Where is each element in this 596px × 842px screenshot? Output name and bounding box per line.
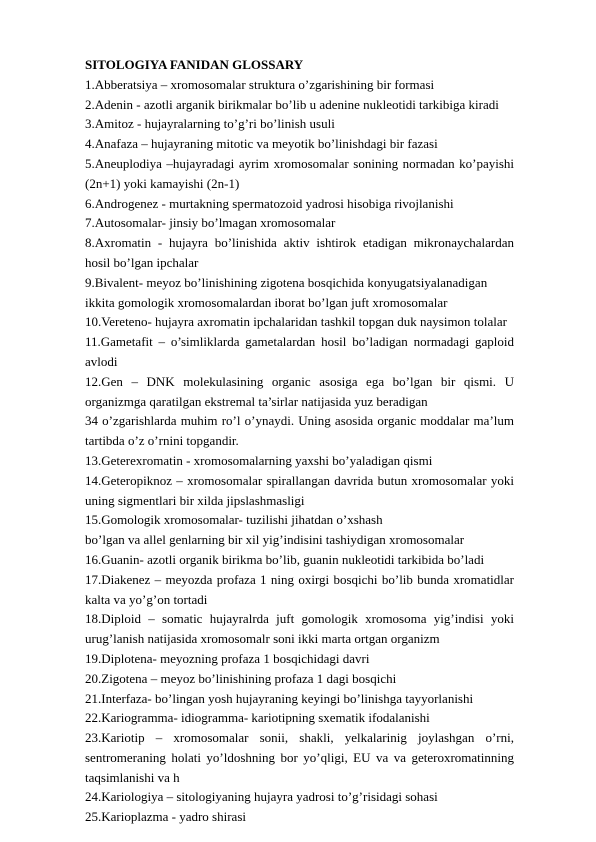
glossary-line: 15.Gomologik xromosomalar- tuzilishi jihatdan o’xshash	[85, 512, 383, 528]
glossary-line: 25.Karioplazma - yadro shirasi	[85, 809, 247, 825]
glossary-line: avlodi	[85, 353, 118, 369]
glossary-line: organizmga qaratilgan ekstremal ta’sirlar natijasida yuz beradigan	[85, 393, 428, 409]
glossary-line: kalta va yo’g’on tortadi	[85, 591, 208, 607]
glossary-content	[85, 55, 514, 827]
glossary-line: 10.Vereteno- hujayra axromatin ipchalaridan tashkil topgan duk naysimon tolalar	[85, 314, 508, 330]
page-title: SITOLOGIYA FANIDAN GLOSSARY	[85, 57, 304, 72]
glossary-line: 16.Guanin- azotli organik birikma bo’lib, guanin nukleotidi tarkibida bo’ladi	[85, 551, 485, 567]
glossary-line: 20.Zigotena – meyoz bo’linishining profaza 1 dagi bosqichi	[85, 670, 397, 686]
glossary-line: urug’lanish natijasida xromosomalr soni ikki marta ortgan organizm	[85, 631, 440, 647]
glossary-line: 5.Aneuplodiya –hujayradagi ayrim xromosomalar sonining normadan ko’payishi	[85, 155, 514, 171]
glossary-line: 34 o’zgarishlarda muhim ro’l o’ynaydi. Uning asosida organic moddalar ma’lum	[85, 413, 514, 429]
glossary-line: 17.Diakenez – meyozda profaza 1 ning oxirgi bosqichi bo’lib bunda xromatidlar	[85, 571, 514, 587]
glossary-line: 1.Abberatsiya – xromosomalar struktura o’zgarishining bir formasi	[85, 76, 435, 92]
glossary-line: 22.Kariogramma- idiogramma- kariotipning sxematik ifodalanishi	[85, 710, 430, 726]
glossary-line: 6.Androgenez - murtakning spermatozoid yadrosi hisobiga rivojlanishi	[85, 195, 454, 211]
glossary-line: 7.Autosomalar- jinsiy bo’lmagan xromosomalar	[85, 215, 336, 231]
glossary-lines	[85, 75, 514, 827]
glossary-line: sentromeraning holati yo’ldoshning bor yo’qligi, EU va va geteroxromatinning	[85, 749, 514, 765]
glossary-line: 11.Gametafit – o’simliklarda gametalardan hosil bo’ladigan normadagi gaploid	[85, 334, 514, 350]
glossary-line: taqsimlanishi va h	[85, 769, 180, 785]
glossary-line: 18.Diploid – somatic hujayralrda juft gomologik xromosoma yig’indisi yoki	[85, 611, 514, 627]
glossary-line: tartibda o’z o’rnini topgandir.	[85, 433, 239, 449]
glossary-line: 21.Interfaza- bo’lingan yosh hujayraning keyingi bo’linishga tayyorlanishi	[85, 690, 474, 706]
glossary-line: 12.Gen – DNK molekulasining organic asosiga ega bo’lgan bir qismi. U	[85, 373, 514, 389]
glossary-line: 8.Axromatin - hujayra bo’linishida aktiv ishtirok etadigan mikronaychalardan	[85, 235, 514, 251]
glossary-line: 9.Bivalent- meyoz bo’linishining zigotena bosqichida konyugatsiyalanadigan	[85, 274, 488, 290]
glossary-line: 24.Kariologiya – sitologiyaning hujayra yadrosi to’g’risidagi sohasi	[85, 789, 438, 805]
glossary-line: bo’lgan va allel genlarning bir xil yig’indisini tashiydigan xromosomalar	[85, 532, 465, 548]
glossary-line: 2.Adenin - azotli arganik birikmalar bo’lib u adenine nukleotidi tarkibiga kiradi	[85, 96, 499, 112]
glossary-line: 23.Kariotip – xromosomalar sonii, shakli, yelkalarinig joylashgan o’rni,	[85, 730, 514, 746]
glossary-line: 3.Amitoz - hujayralarning to’g’ri bo’linish usuli	[85, 116, 335, 132]
glossary-line: 14.Geteropiknoz – xromosomalar spirallangan davrida butun xromosomalar yoki	[85, 472, 514, 488]
glossary-line: 13.Geterexromatin - xromosomalarning yaxshi bo’yaladigan qismi	[85, 452, 433, 468]
glossary-line: hosil bo’lgan ipchalar	[85, 254, 199, 270]
glossary-line: 4.Anafaza – hujayraning mitotic va meyotik bo’linishdagi bir fazasi	[85, 136, 438, 152]
glossary-line: uning sigmentlari bir xilda jipslashmasligi	[85, 492, 305, 508]
glossary-line: (2n+1) yoki kamayishi (2n-1)	[85, 175, 240, 191]
glossary-line: ikkita gomologik xromosomalardan iborat bo’lgan juft xromosomalar	[85, 294, 448, 310]
glossary-line: 19.Diplotena- meyozning profaza 1 bosqichidagi davri	[85, 650, 370, 666]
